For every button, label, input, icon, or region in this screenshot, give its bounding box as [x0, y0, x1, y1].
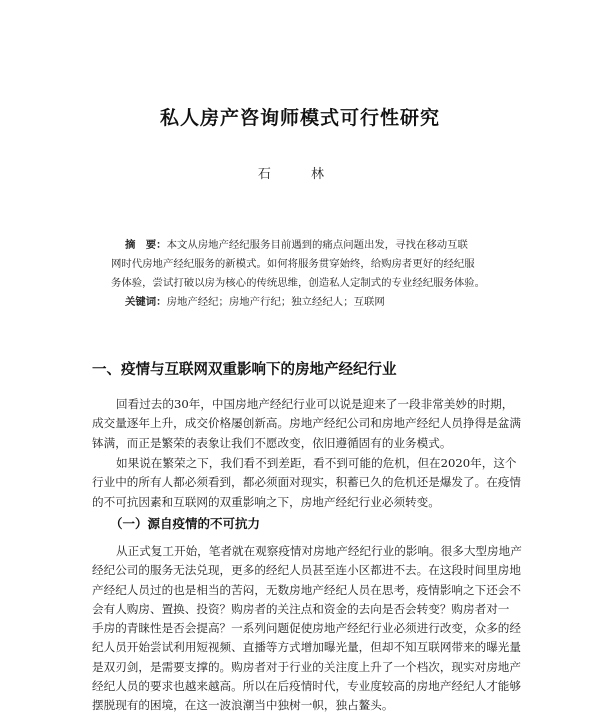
keywords-text: 房地产经纪；房地产行纪；独立经纪人；互联网	[166, 296, 385, 308]
section1-paragraph-2: 如果说在繁荣之下，我们看不到差距，看不到可能的危机，但在2020年，这个 行业中的所有人都必须看到，都必须面对现实，积蓄已久的危机还是爆发了。在疫情 的不可抗因素和互联网的双重影响之下，房地产经纪行业必须转变。	[92, 456, 521, 509]
abstract-label: 摘 要：	[125, 239, 167, 251]
section-heading-1: 一、疫情与互联网双重影响下的房地产经纪行业	[92, 362, 397, 378]
paper-title: 私人房产咨询师模式可行性研究	[159, 107, 440, 129]
abstract-line-2: 网时代房地产经纪服务的新模式。如何将服务贯穿始终，给购房者更好的经纪服	[111, 258, 475, 270]
subsection-heading-1: （一）源自疫情的不可抗力	[110, 516, 261, 531]
keywords-label: 关键词：	[125, 296, 167, 308]
subsection1-paragraph: 从正式复工开始，笔者就在观察疫情对房地产经纪行业的影响。很多大型房地产 经纪公司的服务无法兑现，更多的经纪人员甚至连小区都进不去。在这段时间里房地 产经纪人员过的也是相当的苦闷，无数房地产经纪人员在思考，疫情影响之下还会不 会有人购房、置换、投资？购房者的关注点和资金的去向是否会转变？购房者对一 手房的青睐性是否会提高？一系列问题促使房地产经纪行业必须进行改变，众多的经 纪人员开始尝试利用短视频、直播等方式增加曝光量，但却不知互联网带来的曝光量 是双刃剑，是需要支撑的。购房者对于行业的关注度上升了一个档次，现实对房地产 经纪人员的要求也越来越高。所以在后疫情时代，专业度较高的房地产经纪人才能够 摆脱现有的困境，在这一波浪潮当中独树一帜，独占鳌头。	[92, 544, 522, 713]
abstract-line-3: 务体验，尝试打破以房为核心的传统思维，创造私人定制式的专业经纪服务体验。	[111, 277, 486, 289]
abstract-block	[111, 236, 543, 312]
keywords-line	[111, 293, 543, 312]
abstract-line-1: 摘 要：本文从房地产经纪服务目前遇到的痛点问题出发，寻找在移动互联	[125, 239, 468, 251]
author-name: 石 林	[257, 167, 343, 182]
section1-paragraph-1: 回看过去的30年，中国房地产经纪行业可以说是迎来了一段非常美妙的时期， 成交量逐年上升，成交价格屡创新高。房地产经纪公司和房地产经纪人员挣得是盆满 钵满，而正是繁荣的表象让我们不愿改变，依旧遵循固有的业务模式。	[92, 397, 521, 450]
